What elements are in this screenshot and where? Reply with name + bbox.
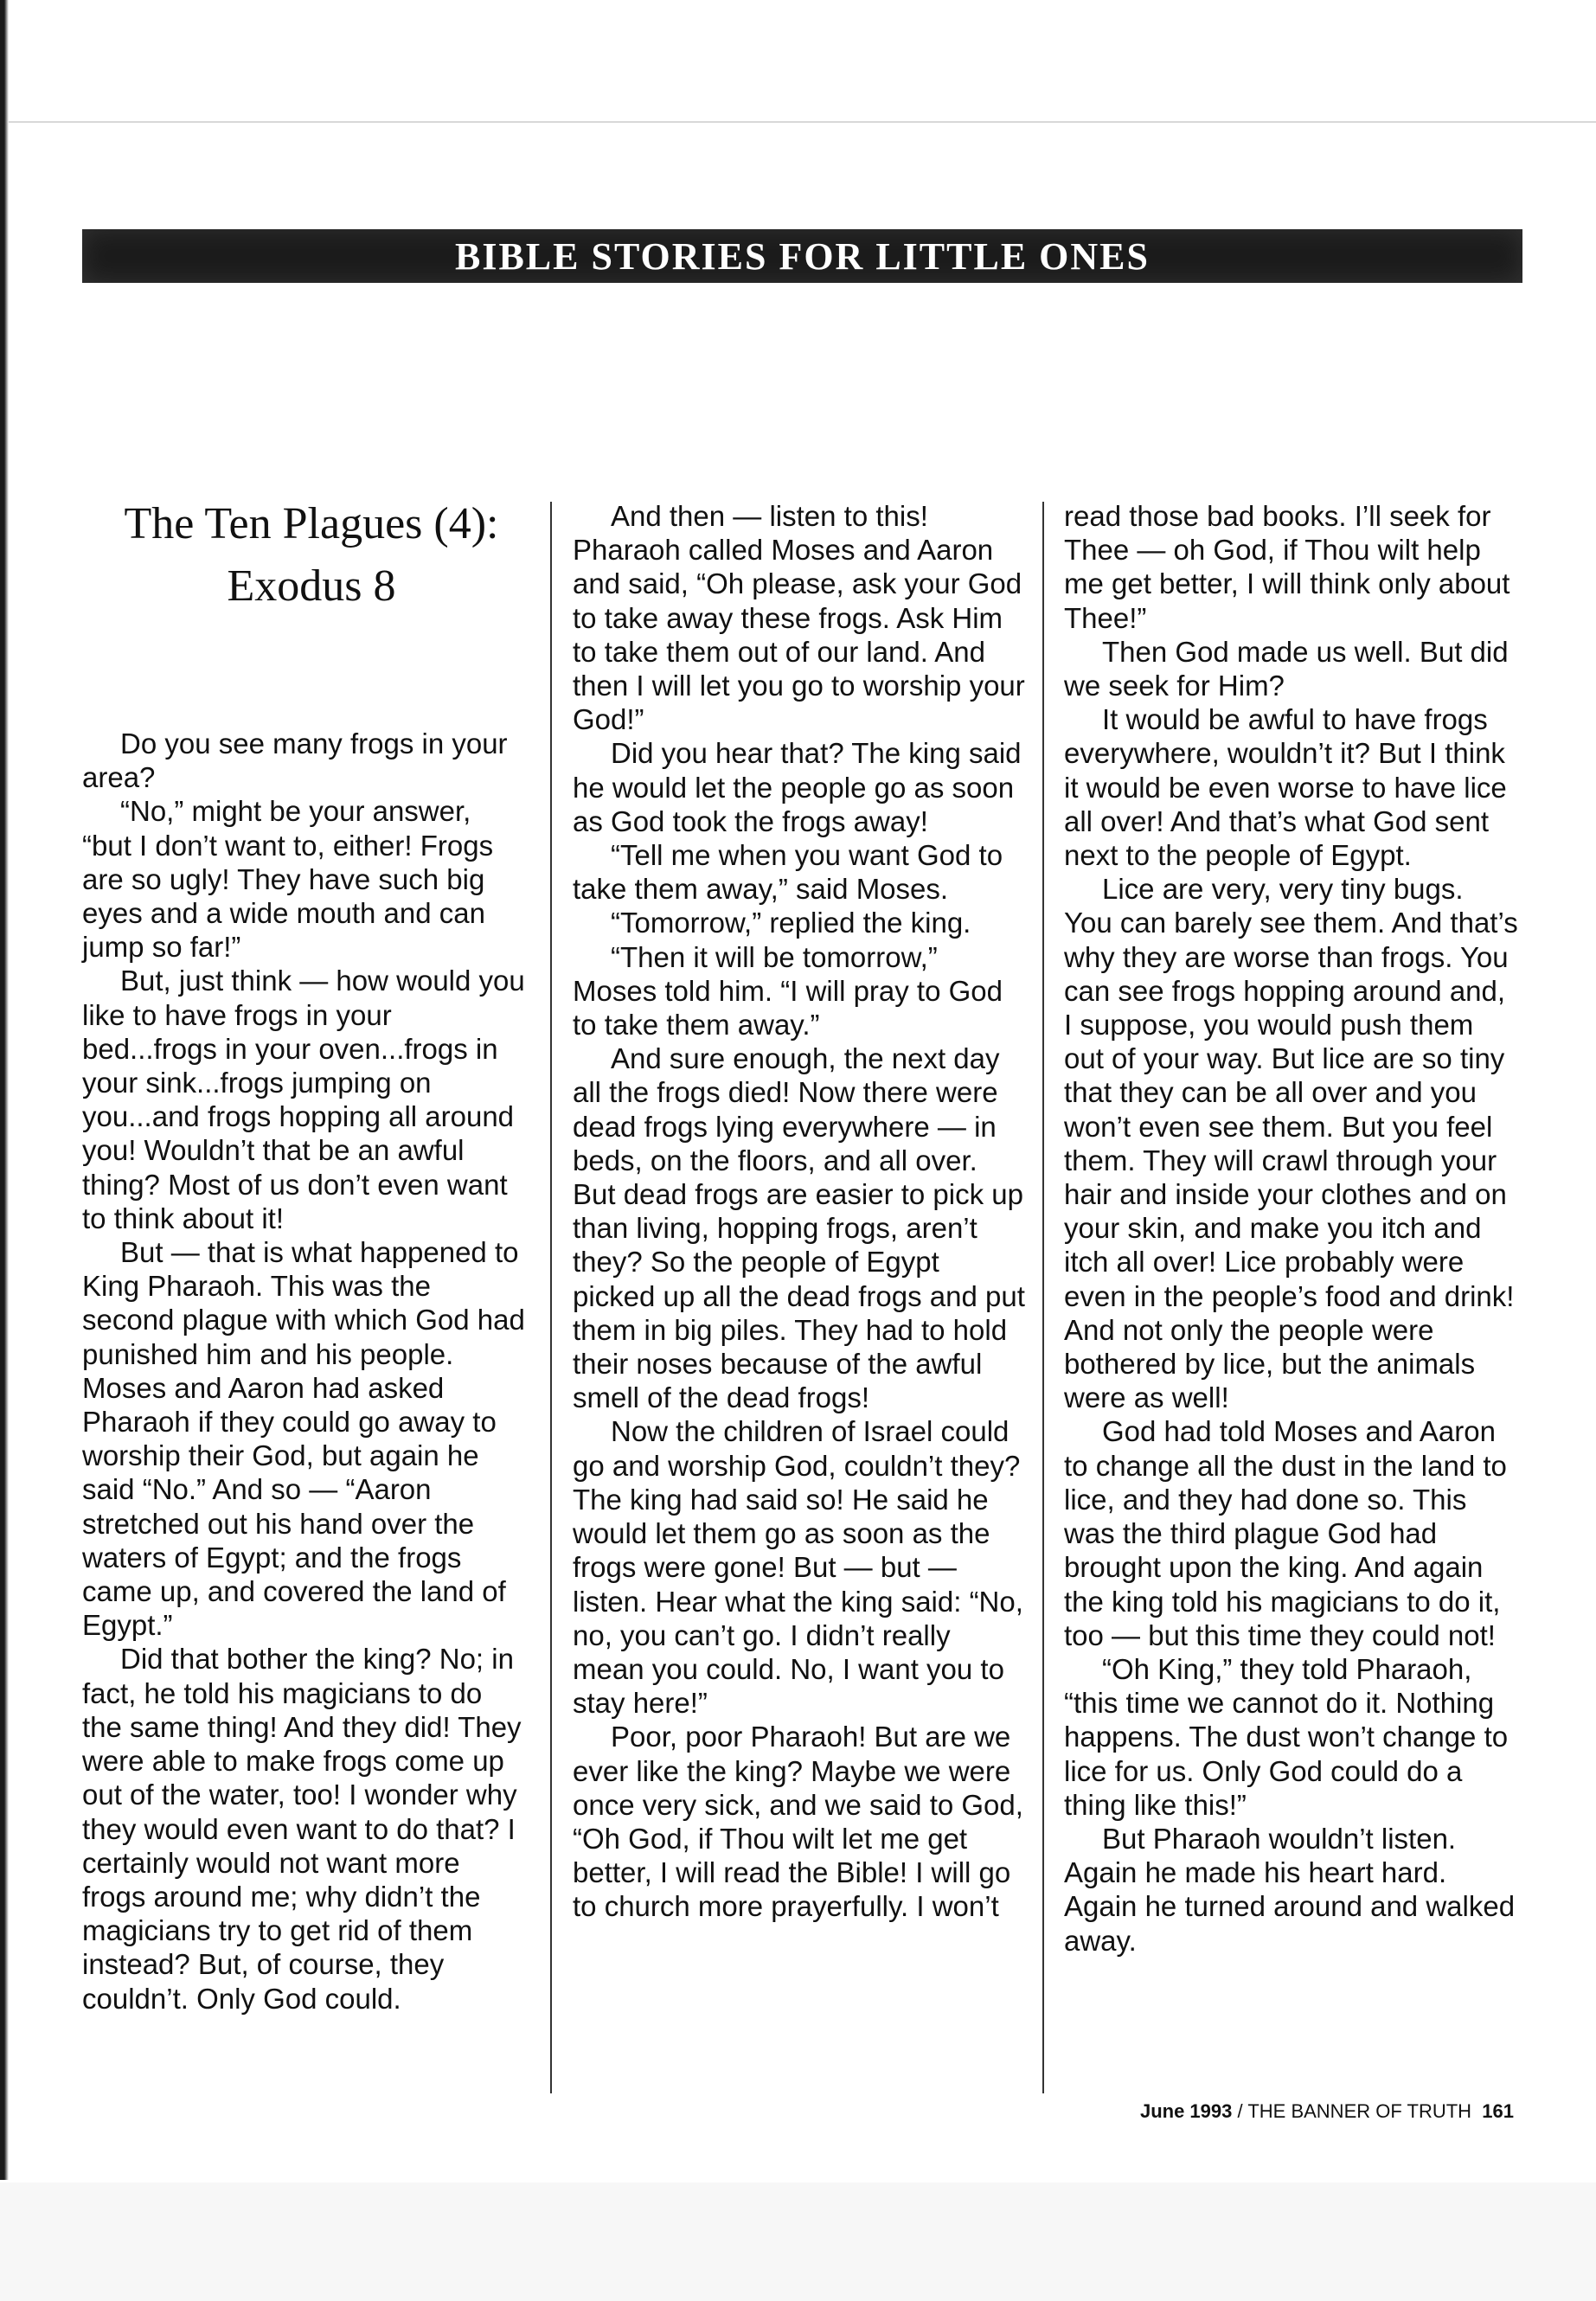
scan-top-line xyxy=(9,121,1596,123)
footer-separator: / xyxy=(1232,2100,1248,2122)
paragraph: Do you see many frogs in your area? xyxy=(82,727,508,794)
column-2 xyxy=(573,499,1027,1924)
column-divider-1 xyxy=(550,502,552,2093)
paragraph: Poor, poor Pharaoh! But are we ever like the king? Maybe we were once very sick, and we said to God, “Oh God, if Thou wilt let me get better, I will read the Bible! I will go to church more prayerfully. I won’t xyxy=(573,1721,1023,1923)
column-3 xyxy=(1064,499,1518,1958)
footer-date: June 1993 xyxy=(1139,2100,1233,2122)
footer-publication: THE BANNER OF TRUTH xyxy=(1247,2100,1472,2122)
paragraph: Now the children of Israel could go and worship God, couldn’t they? The king had said so! He said he would let them go as soon as the frogs were gone! But — but — listen. Hear what the king said: “No, no, you can’t go. I didn’t really mean you could. No, I want you to stay here!” xyxy=(573,1415,1023,1720)
paragraph: Then God made us well. But did we seek for Him? xyxy=(1064,635,1509,702)
paragraph: But, just think — how would you like to have frogs in your bed...frogs in your oven...frogs in your sink...frogs jumping on you...and frogs hopping all around you! Wouldn’t that be an awful thing? Most of us don’t even want to think about it! xyxy=(82,965,525,1234)
paragraph: Did you hear that? The king said he would let the people go as soon as God took the frogs away! xyxy=(573,737,1022,837)
paragraph: But Pharaoh wouldn’t listen. Again he made his heart hard. Again he turned around and walked away. xyxy=(1064,1822,1516,1957)
paragraph: God had told Moses and Aaron to change all the dust in the land to lice, and they had done so. This was the third plague God had brought upon the king. And again the king told his magicians to do it, too — but this time they could not! xyxy=(1064,1415,1507,1651)
scan-bottom-strip xyxy=(0,2182,1596,2301)
article-title xyxy=(82,493,541,618)
paragraph: “Tell me when you want God to take them away,” said Moses. xyxy=(573,839,1003,906)
paragraph-continued: read those bad books. I’ll seek for Thee — oh God, if Thou wilt help me get better, I will think only about Thee!” xyxy=(1064,500,1510,634)
paragraph: “Then it will be tomorrow,” Moses told him. “I will pray to God to take them away.” xyxy=(573,940,1003,1042)
page-footer xyxy=(1140,2100,1514,2123)
banner-title: BIBLE STORIES FOR LITTLE ONES xyxy=(454,234,1151,278)
title-line-1: The Ten Plagues (4): xyxy=(124,499,499,548)
paragraph: But — that is what happened to King Pharaoh. This was the second plague with which God had punished him and his people. Moses and Aaron had asked Pharaoh if they could go away to worship their God, but again he said “No.” And so — “Aaron stretched out his hand over the waters of Egypt; and the frogs came up, and covered the land of Egypt.” xyxy=(82,1236,525,1642)
paragraph: And then — listen to this! Pharaoh called Moses and Aaron and said, “Oh please, ask your God to take away these frogs. Ask Him to take them out of our land. And then I will let you go to worship your God!” xyxy=(573,500,1025,736)
column-1 xyxy=(82,727,528,2016)
footer-page-number: 161 xyxy=(1482,2100,1514,2122)
paragraph: “Oh King,” they told Pharaoh, “this time we cannot do it. Nothing happens. The dust won’t change to lice for us. Only God could do a thing like this!” xyxy=(1064,1652,1509,1821)
paragraph: And sure enough, the next day all the frogs died! Now there were dead frogs lying everywhere — in beds, on the floors, and all over. But dead frogs are easier to pick up than living, hopping frogs, aren’t they? So the people of Egypt picked up all the dead frogs and put them in big piles. They had to hold their noses because of the awful smell of the dead frogs! xyxy=(573,1042,1025,1414)
paragraph: “Tomorrow,” replied the king. xyxy=(611,907,971,939)
paragraph: It would be awful to have frogs everywhere, wouldn’t it? But I think it would be even worse to have lice all over! And that’s what God sent next to the people of Egypt. xyxy=(1064,703,1507,872)
title-line-2: Exodus 8 xyxy=(227,561,396,611)
paragraph: “No,” might be your answer, “but I don’t want to, either! Frogs are so ugly! They have such big eyes and a wide mouth and can jump so far!” xyxy=(82,795,494,964)
scan-edge xyxy=(0,0,9,2180)
paragraph: Lice are very, very tiny bugs. You can barely see them. And that’s why they are worse than frogs. You can see frogs hopping around and, I suppose, you would push them out of your way. But lice are so tiny that they can be all over and you won’t even see them. But you feel them. They will crawl through your hair and inside your clothes and on your skin, and make you itch and itch all over! Lice probably were even in the people’s food and drink! And not only the people were bothered by lice, but the animals were as well! xyxy=(1064,873,1518,1414)
section-banner xyxy=(82,229,1522,283)
paragraph: Did that bother the king? No; in fact, he told his magicians to do the same thing! And they did! They were able to make frogs come up out of the water, too! I wonder why they would even want to do that? I certainly would not want more frogs around me; why didn’t the magicians try to get rid of them instead? But, of course, they couldn’t. Only God could. xyxy=(82,1643,522,2015)
column-divider-2 xyxy=(1042,502,1044,2093)
